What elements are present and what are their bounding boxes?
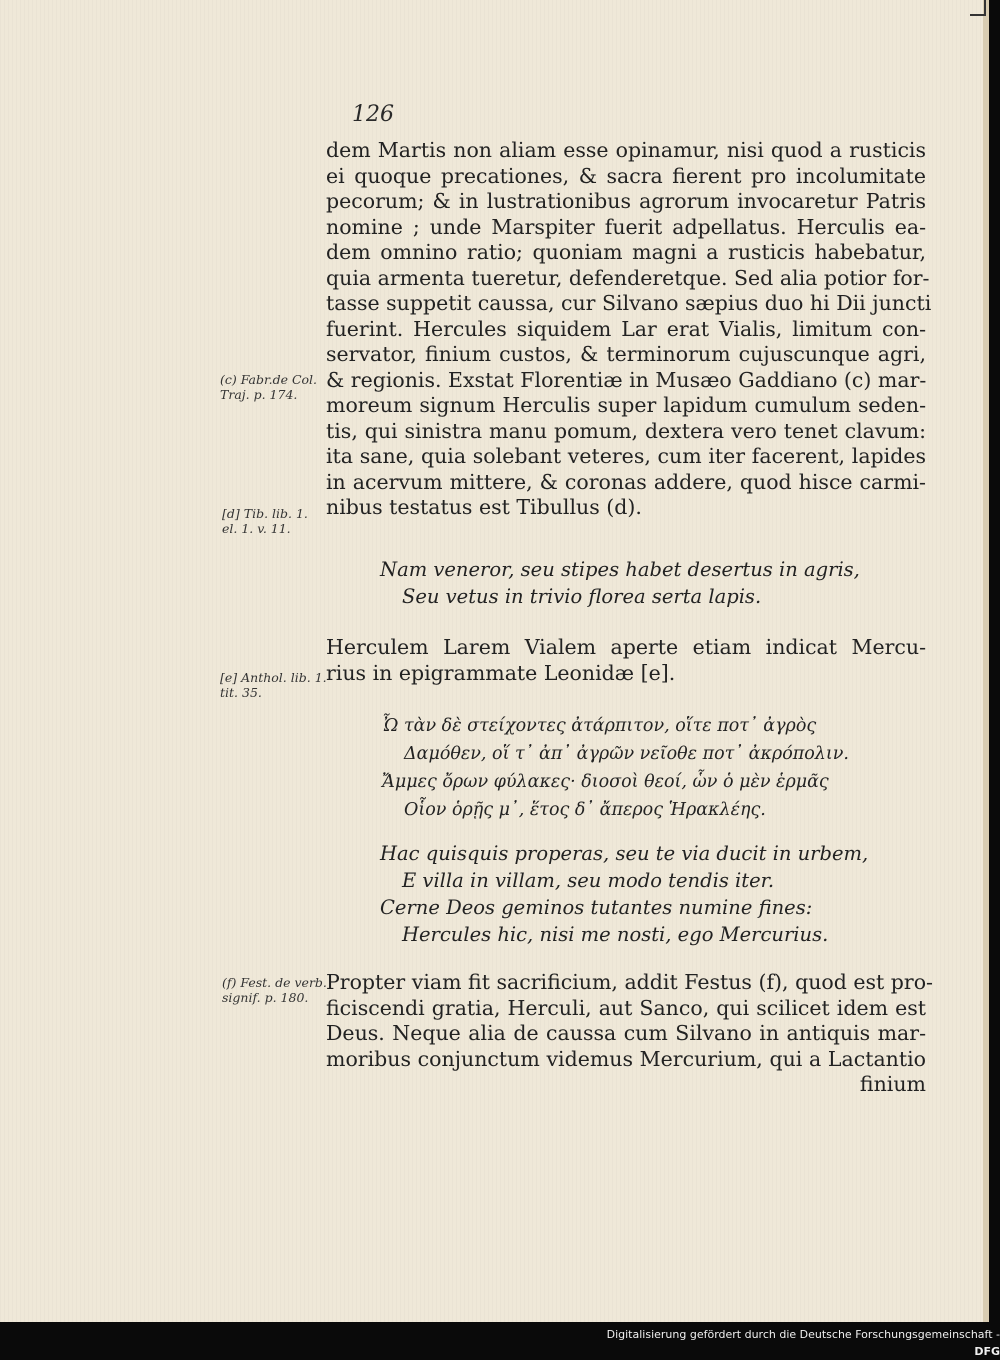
note-line: [e] Anthol. lib. 1. <box>220 670 327 685</box>
greek-line: Οἷον ὁρῇς μ᾽, ἕτος δ᾽ ἄπερος Ἡρακλέης. <box>404 800 766 820</box>
paragraph-mercurius <box>326 635 926 686</box>
note-line: signif. p. 180. <box>222 990 309 1005</box>
digitization-footer <box>600 1326 1000 1358</box>
text-line: ficiscendi gratia, Herculi, aut Sanco, qui scilicet idem est <box>326 995 926 1020</box>
verse-line: Seu vetus in trivio florea serta lapis. <box>402 585 762 608</box>
text-line: ei quoque precationes, & sacra fierent pro incolumitate <box>326 163 926 188</box>
text-line: nibus testatus est Tibullus (d). <box>326 495 642 519</box>
text-line: fuerint. Hercules siquidem Lar erat Vialis, limitum con- <box>326 316 926 341</box>
text-line: tis, qui sinistra manu pomum, dextera vero tenet clavum: <box>326 418 926 443</box>
note-line: el. 1. v. 11. <box>222 521 291 536</box>
text-line: Propter viam fit sacrificium, addit Festus (f), quod est pro- <box>326 970 933 994</box>
text-line: servator, finium custos, & terminorum cujuscunque agri, <box>326 342 926 366</box>
text-line: Herculem Larem Vialem aperte etiam indicat Mercu- <box>326 635 926 659</box>
verse-line: E villa in villam, seu modo tendis iter. <box>402 869 775 892</box>
verse-latin-translation <box>380 840 868 948</box>
marginal-note-c <box>220 372 317 402</box>
marginal-note-e <box>220 670 327 700</box>
text-line: nomine ; unde Marspiter fuerit adpellatus. Herculis ea- <box>326 214 926 239</box>
text-line: pecorum; & in lustrationibus agrorum invocaretur Patris <box>326 189 926 213</box>
note-line: (f) Fest. de verb. <box>222 975 327 990</box>
greek-line: Δαμόθεν, οἵ τ᾽ ἀπ᾽ ἀγρῶν νεῖοθε ποτ᾽ ἀκρόπολιν. <box>404 744 849 764</box>
paragraph-main <box>326 138 932 521</box>
paragraph-festus <box>326 970 933 1098</box>
note-line: (c) Fabr.de Col. <box>220 372 318 387</box>
greek-line: Ὦ τὰν δὲ στείχοντες ἀτάρπιτον, οἵτε ποτ᾽ ἀγρὸς <box>382 716 817 736</box>
catchword: finium <box>859 1072 926 1096</box>
text-line: & regionis. Exstat Florentiæ in Musæo Gaddiano (c) mar- <box>326 367 927 392</box>
note-line: [d] Tib. lib. 1. <box>222 506 308 521</box>
verse-tibullus <box>380 556 860 610</box>
verse-line: Hac quisquis properas, seu te via ducit in urbem, <box>380 842 869 865</box>
crop-mark <box>970 0 986 16</box>
text-line: rius in epigrammate Leonidæ [e]. <box>326 660 676 685</box>
text-line: quia armenta tueretur, defenderetque. Sed alia potior for- <box>326 265 930 290</box>
verse-line: Cerne Deos geminos tutantes numine fines: <box>380 896 813 919</box>
page-edge <box>983 0 989 1322</box>
note-line: Traj. p. 174. <box>220 387 298 402</box>
greek-line: Ἄμμες ὄρων φύλακες· διοσοὶ θεοί, ὧν ὁ μὲν ἑρμᾶς <box>382 772 829 792</box>
text-line: dem Martis non aliam esse opinamur, nisi quod a rusticis <box>326 138 926 162</box>
marginal-note-f <box>222 975 327 1005</box>
marginal-note-d <box>222 506 308 536</box>
greek-epigram <box>382 712 849 824</box>
footer-text: Digitalisierung gefördert durch die Deutsche Forschungsgemeinschaft - <box>606 1328 1000 1341</box>
dfg-logo: DFG <box>974 1345 1000 1358</box>
page-number: 126 <box>352 102 394 127</box>
text-line: moreum signum Herculis super lapidum cumulum seden- <box>326 393 926 417</box>
note-line: tit. 35. <box>220 685 262 700</box>
verse-line: Hercules hic, nisi me nosti, ego Mercurius. <box>402 923 829 946</box>
text-line: dem omnino ratio; quoniam magni a rusticis habebatur, <box>326 240 926 264</box>
text-line: tasse suppetit caussa, cur Silvano sæpius duo hi Dii juncti <box>326 291 932 315</box>
verse-line: Nam veneror, seu stipes habet desertus in agris, <box>380 558 860 581</box>
text-line: ita sane, quia solebant veteres, cum iter facerent, lapides <box>326 444 926 468</box>
text-line: in acervum mittere, & coronas addere, quod hisce carmi- <box>326 469 926 494</box>
text-line: Deus. Neque alia de caussa cum Silvano in antiquis mar- <box>326 1021 926 1045</box>
text-line: moribus conjunctum videmus Mercurium, qui a Lactantio <box>326 1046 926 1071</box>
